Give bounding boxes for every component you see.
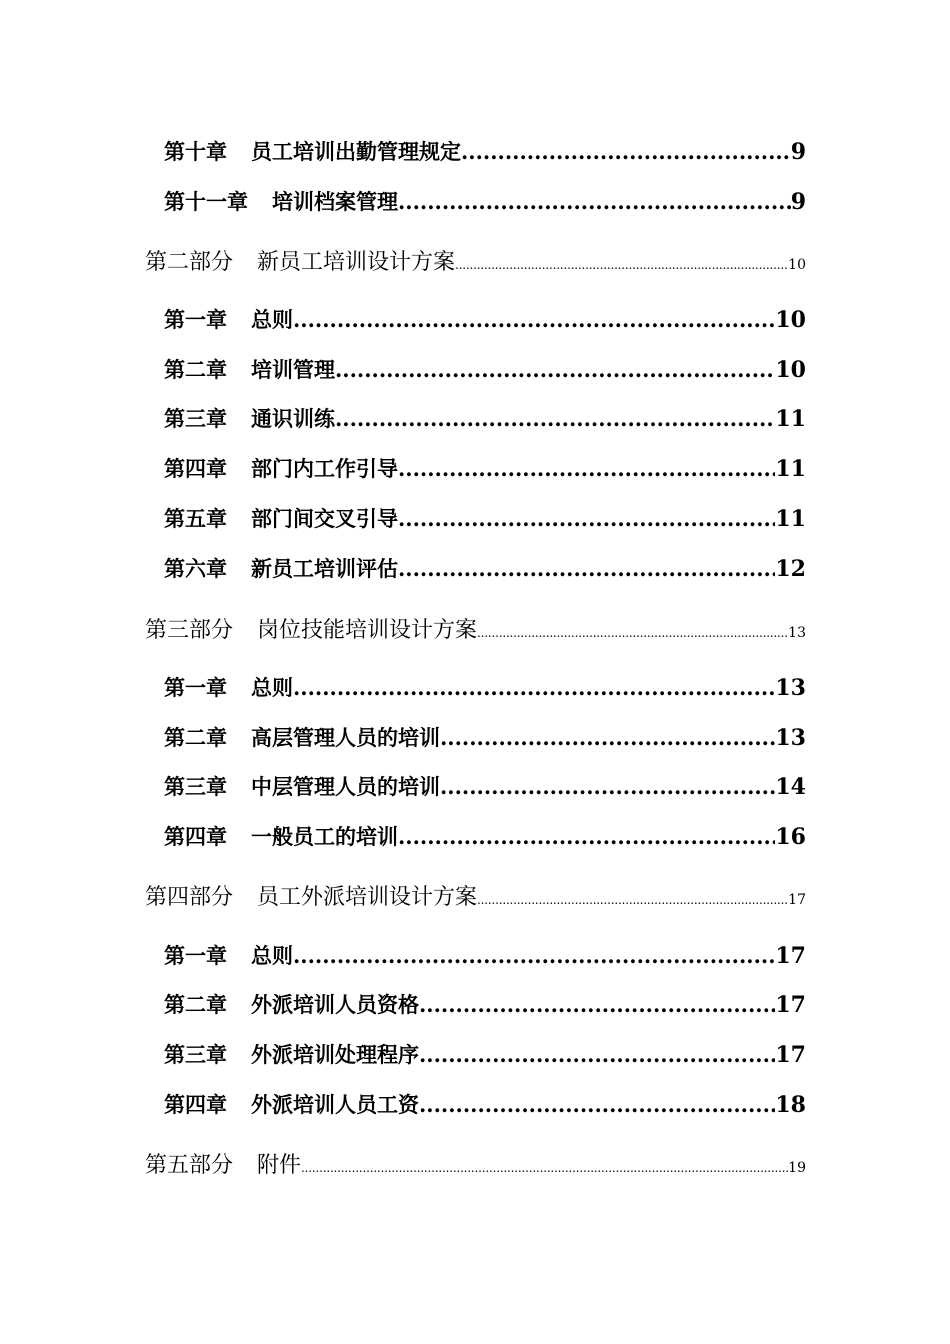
toc-entry[interactable] (164, 503, 806, 533)
toc-part-title: 新员工培训设计方案 (257, 250, 456, 275)
toc-entry-number: 第一章 (164, 675, 227, 700)
toc-entry[interactable] (164, 771, 806, 801)
toc-entry[interactable] (164, 403, 806, 433)
toc-dot-leader (398, 506, 775, 531)
toc-entry-title: 部门内工作引导 (251, 456, 398, 481)
toc-entry[interactable] (164, 186, 806, 216)
toc-entry-page: 10 (775, 307, 806, 333)
toc-entry-page: 11 (775, 456, 806, 482)
toc-entry-title: 部门间交叉引导 (251, 506, 398, 531)
toc-entry-number: 第一章 (164, 943, 227, 968)
toc-entry-page: 9 (790, 189, 806, 215)
toc-entry[interactable] (164, 553, 806, 583)
toc-entry[interactable] (164, 354, 806, 384)
toc-dot-leader (477, 626, 788, 640)
toc-dot-leader (455, 258, 788, 272)
toc-entry[interactable] (164, 672, 806, 702)
toc-entry-page: 9 (790, 139, 806, 165)
toc-entry-title: 培训档案管理 (272, 189, 398, 214)
toc-dot-leader (419, 1042, 775, 1067)
toc-entry-page: 10 (775, 357, 806, 383)
toc-entry-title: 高层管理人员的培训 (251, 725, 440, 750)
toc-dot-leader (293, 675, 775, 700)
toc-entry-number: 第一章 (164, 307, 227, 332)
toc-entry-page: 16 (775, 824, 806, 850)
toc-dot-leader (440, 725, 775, 750)
toc-part-number: 第五部分 (145, 1153, 234, 1178)
toc-entry[interactable] (164, 1039, 806, 1069)
toc-entry-number: 第十章 (164, 139, 227, 164)
toc-entry-number: 第二章 (164, 992, 227, 1017)
toc-entry-page: 17 (775, 992, 806, 1018)
toc-entry[interactable] (164, 136, 806, 166)
toc-part-number: 第三部分 (145, 618, 234, 643)
toc-dot-leader (461, 139, 791, 164)
toc-part-entry[interactable] (145, 613, 806, 644)
toc-dot-leader (293, 307, 775, 332)
toc-dot-leader (398, 456, 775, 481)
toc-entry-title: 中层管理人员的培训 (251, 774, 440, 799)
toc-part-title: 附件 (257, 1153, 302, 1178)
toc-entry-number: 第四章 (164, 824, 227, 849)
toc-part-entry[interactable] (145, 1148, 806, 1179)
toc-entry[interactable] (164, 989, 806, 1019)
toc-part-title: 岗位技能培训设计方案 (257, 618, 478, 643)
toc-entry-number: 第十一章 (164, 189, 248, 214)
toc-entry-number: 第三章 (164, 406, 227, 431)
toc-entry-title: 培训管理 (251, 357, 335, 382)
toc-entry-title: 外派培训人员资格 (251, 992, 419, 1017)
toc-part-page: 10 (788, 257, 806, 273)
toc-dot-leader (398, 189, 791, 214)
toc-entry-title: 一般员工的培训 (251, 824, 398, 849)
toc-entry-title: 外派培训处理程序 (251, 1042, 419, 1067)
toc-entry-page: 13 (775, 725, 806, 751)
toc-dot-leader (335, 357, 775, 382)
toc-entry-number: 第三章 (164, 1042, 227, 1067)
toc-entry[interactable] (164, 1089, 806, 1119)
toc-entry-title: 总则 (251, 943, 293, 968)
toc-entry-title: 总则 (251, 307, 293, 332)
toc-dot-leader (477, 893, 788, 907)
toc-entry-page: 11 (775, 506, 806, 532)
toc-dot-leader (419, 992, 775, 1017)
toc-entry-number: 第二章 (164, 725, 227, 750)
toc-dot-leader (335, 406, 775, 431)
toc-entry-number: 第四章 (164, 456, 227, 481)
toc-entry-page: 12 (775, 556, 806, 582)
toc-part-page: 19 (788, 1160, 806, 1176)
toc-entry-page: 17 (775, 1042, 806, 1068)
toc-entry[interactable] (164, 940, 806, 970)
toc-entry-page: 13 (775, 675, 806, 701)
toc-part-title: 员工外派培训设计方案 (257, 885, 478, 910)
toc-entry-title: 员工培训出勤管理规定 (251, 139, 461, 164)
toc-entry-page: 11 (775, 406, 806, 432)
toc-entry-number: 第三章 (164, 774, 227, 799)
toc-entry-number: 第四章 (164, 1092, 227, 1117)
toc-dot-leader (419, 1092, 775, 1117)
toc-entry-number: 第五章 (164, 506, 227, 531)
toc-dot-leader (293, 943, 775, 968)
toc-part-page: 13 (788, 625, 806, 641)
toc-entry[interactable] (164, 453, 806, 483)
toc-entry-number: 第六章 (164, 556, 227, 581)
toc-entry-title: 通识训练 (251, 406, 335, 431)
toc-dot-leader (398, 824, 775, 849)
toc-entry-title: 总则 (251, 675, 293, 700)
toc-part-page: 17 (788, 892, 806, 908)
toc-entry[interactable] (164, 304, 806, 334)
toc-dot-leader (440, 774, 775, 799)
toc-entry-title: 外派培训人员工资 (251, 1092, 419, 1117)
toc-entry-page: 17 (775, 943, 806, 969)
toc-entry[interactable] (164, 722, 806, 752)
toc-entry-title: 新员工培训评估 (251, 556, 398, 581)
toc-dot-leader (398, 556, 775, 581)
toc-part-entry[interactable] (145, 880, 806, 911)
toc-entry-page: 14 (775, 774, 806, 800)
toc-part-number: 第二部分 (145, 250, 234, 275)
toc-entry[interactable] (164, 821, 806, 851)
toc-part-number: 第四部分 (145, 885, 234, 910)
toc-entry-page: 18 (775, 1092, 806, 1118)
toc-dot-leader (301, 1161, 788, 1175)
toc-entry-number: 第二章 (164, 357, 227, 382)
toc-part-entry[interactable] (145, 245, 806, 276)
